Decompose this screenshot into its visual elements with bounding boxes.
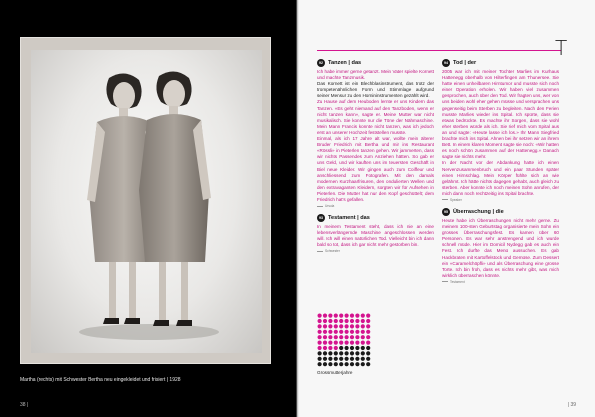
grid-dot-empty [339,357,343,361]
grid-dot-filled [366,314,370,318]
grid-dot-empty [318,357,322,361]
grid-dot-empty [323,351,327,355]
grid-dot-filled [361,319,365,323]
grid-dot-filled [323,346,327,350]
grid-dot-empty [345,357,349,361]
grid-dot-filled [339,314,343,318]
entry-title: Überraschung | die [453,208,504,215]
grid-dot-empty [350,357,354,361]
section-letter: T [555,36,568,60]
grid-dot-empty [366,362,370,366]
grid-dot-filled [355,330,359,334]
grid-dot-filled [323,324,327,328]
entry-number-badge: 94 [442,59,450,67]
grid-dot-empty [361,346,365,350]
grid-dot-filled [323,341,327,345]
grid-dot-filled [366,324,370,328]
grid-dot-filled [328,335,332,339]
entry-header [442,208,559,216]
grid-dot-filled [361,341,365,345]
entry-header [442,59,559,67]
entry-header [317,214,434,222]
grid-dot-filled [318,330,322,334]
grid-dot-filled [328,324,332,328]
grid-dot-filled [345,324,349,328]
photo-mount [20,37,271,364]
grid-dot-empty [355,351,359,355]
grid-dot-filled [345,341,349,345]
grid-dot-filled [334,335,338,339]
grid-dot-filled [318,319,322,323]
grid-dot-filled [318,314,322,318]
entry-title: Testament | das [328,215,370,222]
grid-dot-empty [334,362,338,366]
grid-dot-filled [350,314,354,318]
grid-dot-filled [350,335,354,339]
entry-paragraph: Ich habe immer gerne getanzt. Mein Vater spielte Kornett und machte Tanzmusik. [317,69,434,81]
grid-dot-filled [361,330,365,334]
grid-dot-empty [355,362,359,366]
grid-dot-filled [318,346,322,350]
grid-dot-filled [350,319,354,323]
grid-dot-filled [350,341,354,345]
entry-tod [442,59,559,202]
grid-dot-filled [323,335,327,339]
grid-dot-empty [339,362,343,366]
page-number-right: | 39 [567,402,576,408]
grid-dot-filled [318,341,322,345]
grid-dot-empty [345,346,349,350]
text-column-right [442,59,559,290]
grid-dot-empty [361,357,365,361]
grid-dot-filled [350,330,354,334]
cross-reference: Ursula [317,204,434,208]
vintage-photograph [31,50,262,353]
photo-caption: Martha (rechts) mit Schwester Bertha neu eingekleidet und frisiert | 1928 [20,377,181,383]
grid-dot-filled [339,341,343,345]
grid-dot-empty [366,357,370,361]
grid-dot-filled [339,324,343,328]
grid-dot-empty [350,362,354,366]
entry-paragraph: In meinem Testament steht, dass ich nie an eine lebensverlängernde Maschine angeschlossen werden will. Ich will einen natürlichen Tod. Vielleicht bin ich dann bald so tot, dass ich gar nicht mehr gestorben bin. [317,224,434,248]
grid-dot-filled [355,324,359,328]
dot-grid-graphic [317,313,377,367]
cross-reference: Speaker [442,198,559,202]
grid-dot-empty [334,357,338,361]
entry-testament [317,214,434,253]
grid-dot-filled [339,330,343,334]
grid-dot-empty [318,351,322,355]
grid-dot-filled [334,324,338,328]
grid-dot-filled [328,341,332,345]
grid-dot-empty [328,351,332,355]
sisters-portrait-image [31,50,262,353]
entry-paragraph: Zu Hause auf dem Heuboden lernte er uns Kindern das Tanzen. «Es geht niemand auf den Tanzboden, wenn er nicht tanzen kann», sagte er. Meine Mutter war nicht musikalisch. Sie konnte nur die Töne der Nähmaschine. Mein Mann Francis konnte nicht tanzen, was ich jedoch erst an unserer Hochzeit feststellen musste. [317,99,434,135]
text-column-left [317,59,434,259]
grid-dot-empty [339,346,343,350]
entry-paragraph: Heute habe ich Überraschungen nicht mehr gerne. Zu meinem 100-sten Geburtstag organisierte mein Sohn ein grosses Überraschungsfest. Es kamen über 60 Personen. Es war sehr anstrengend und ich wurde schnell müde. Hier im Domicil Nydegg gab es auch ein Fest. Ich durfte das Menü aussuchen. Es gab Hackbraten mit Kartoffelstock und Gemüse. Zum Dessert ein «Caramelchöpfli» und als Überraschung eine grosse Torte. Ich bin froh, dass es nichts mehr gibt, was mich wirklich überraschen könnte. [442,217,559,278]
grid-dot-empty [366,346,370,350]
grid-dot-empty [355,346,359,350]
entry-number-badge: 92 [317,59,325,67]
grid-dot-filled [355,341,359,345]
grid-dot-filled [339,319,343,323]
grid-dot-empty [361,362,365,366]
grid-dot-filled [334,346,338,350]
grid-dot-filled [366,341,370,345]
grid-dot-empty [355,357,359,361]
grid-dot-filled [318,335,322,339]
grid-dot-filled [328,314,332,318]
grid-dot-empty [350,351,354,355]
entry-header [317,59,434,67]
grid-dot-filled [328,319,332,323]
grid-dot-filled [350,324,354,328]
grid-dot-filled [345,335,349,339]
entry-title: Tod | der [453,60,477,66]
grid-dot-filled [334,319,338,323]
grid-dot-filled [334,314,338,318]
grid-dot-filled [345,319,349,323]
grid-dot-filled [328,330,332,334]
right-page [297,0,595,417]
grid-dot-filled [334,330,338,334]
entry-title: Tanzen | das [328,60,362,66]
entry-number-badge: 93 [317,214,325,222]
grid-dot-empty [328,357,332,361]
grid-dot-empty [323,357,327,361]
grid-dot-filled [361,314,365,318]
grid-dot-filled [328,346,332,350]
entry-paragraph: Einmal, als ich 17 Jahre alt war, wollte mein älterer Bruder Friedrich mit Bertha und mir ins Restaurant «Rössli» in Pieterlen tanzen gehen. Wir jammerten, dass wir nichts Passendes zum Anziehen hätten. So gab er uns Geld, und wir kauften uns im teuersten Geschäft in Biel neue Kleider. Wir gingen auch zum Coiffeur und anschliessend zum Fotografen. Mit den damals modernen Kurzhaarfrisuren, den ondulierten Wellen und den extravaganten Kleidern, sorgten wir für Aufsehen in Pieterlen. Die Mutter hat nur den Kopf geschüttelt; dem Friedrich hat's gefallen. [317,136,434,202]
entry-paragraph: Das Kornett ist ein Blechblasinstrument, das trotz der trompetenähnlichen Form und Stimmlage aufgrund seiner Mensur zu den Hornininstrumenten gezählt wird. [317,81,434,99]
grid-dot-filled [334,341,338,345]
grid-dot-empty [323,362,327,366]
spine-gutter [296,0,299,417]
dot-grid-label: Grossmutterjahre [317,370,353,375]
grid-dot-empty [361,351,365,355]
grid-dot-filled [366,330,370,334]
entry-tanzen [317,59,434,208]
grid-dot-filled [345,314,349,318]
cross-reference: Testament [442,280,559,284]
grid-dot-empty [345,362,349,366]
grid-dot-filled [355,335,359,339]
grid-dot-filled [361,335,365,339]
page-number-left: 38 | [20,402,29,408]
grid-dot-empty [350,346,354,350]
section-rule [317,50,561,51]
cross-reference: Schwester [317,249,434,253]
grid-dot-filled [318,324,322,328]
left-page [0,0,297,417]
grid-dot-filled [323,314,327,318]
grid-dot-filled [355,319,359,323]
grid-dot-empty [345,351,349,355]
grid-dot-empty [328,362,332,366]
grid-dot-filled [323,319,327,323]
grid-dot-filled [361,324,365,328]
grid-dot-filled [339,335,343,339]
grid-dot-filled [366,335,370,339]
grid-dot-filled [366,319,370,323]
grid-dot-empty [366,351,370,355]
entry-number-badge: 95 [442,208,450,216]
grid-dot-filled [345,330,349,334]
entry-paragraph: 2005 war ich mit meiner Tochter Marlies im Kurhaus Hattenegg oberhalb von Hilterfingen am Thunersee. Sie hatte einen unheilbaren Hirntumor und musste sich noch einer Operation erholen. Wir haben viel zusammen gesprochen, auch über den Tod. Wir fragten uns, wer von uns beiden wohl eher gehen müsse und versprachen uns gegenseitig beim Sterben zu begleiten. Nach den Ferien musste Marlies wieder ins Spital. Ich spürte, dass sie etwas bedrückte. Es machte ihr Sorgen, dass sie wohl eher sterben würde als ich. Sie rief mich vom Spital aus an und sagte: «Heute lasse ich los.» Ihr Mann Siegfried brachte mich ins Spital. Ahnen bei ihr setzen wir an ihrem Bett. In einem klaren Moment sagte sie noch: «Wir hatten es noch schön zusammen auf der Hattenegg.» Danach sagte sie nichts mehr. [442,69,559,160]
entry-ueberraschung [442,208,559,284]
grid-dot-empty [334,351,338,355]
grid-dot-filled [323,330,327,334]
grid-dot-empty [318,362,322,366]
grid-dot-filled [355,314,359,318]
grid-dot-empty [339,351,343,355]
entry-paragraph: In der Nacht vor der Abdankung hatte ich einen Nervenzusammenbruch und ein paar Stunden später einen Hirnschlag. Mein Körper fühlte sich an wie gelähmt. Ich hätte nichts dagegen gehabt, auch gleich zu sterben. Aber konnte ich noch meinen Sohn anrufen, der mich dann noch rechtzeitig ins Spital brachte. [442,160,559,196]
